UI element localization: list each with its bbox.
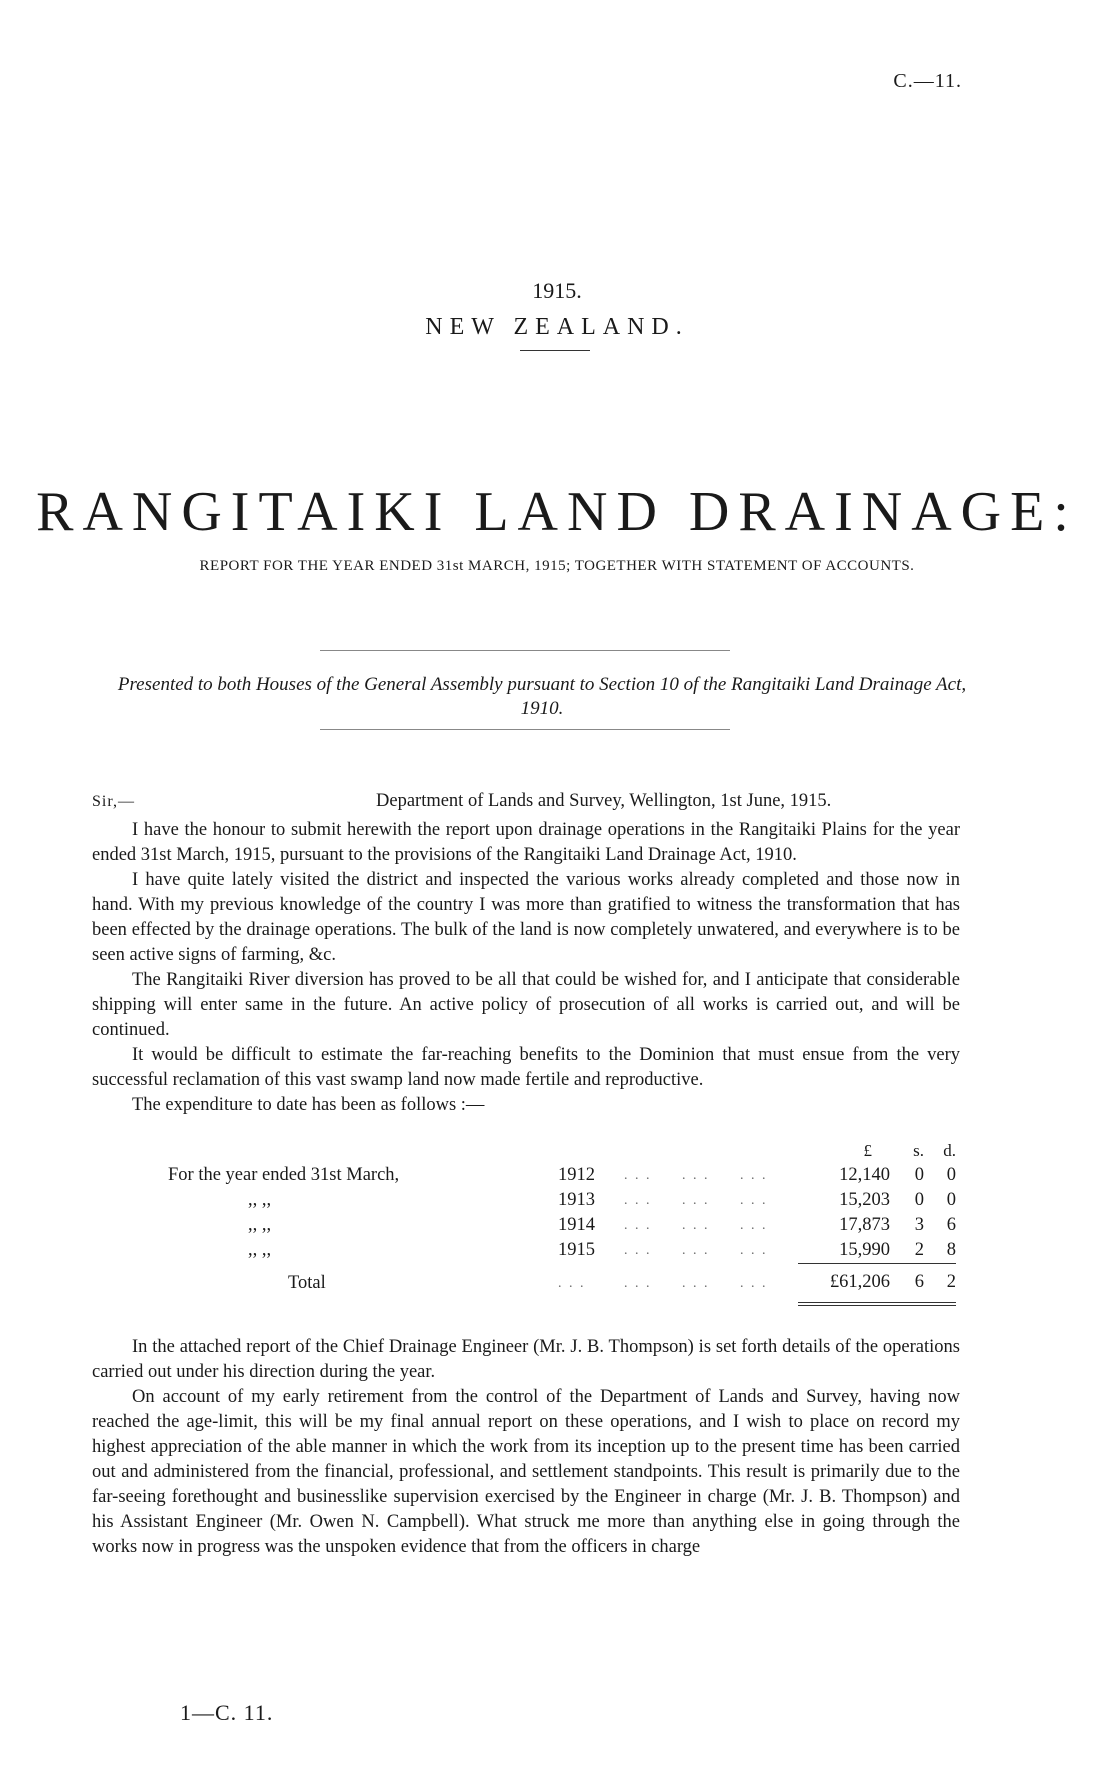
table-row: For the year ended 31st March, 1912 . . . . . . . . . 12,140 0 0 xyxy=(168,1165,956,1185)
divider-rule xyxy=(320,650,730,651)
report-title: RANGITAIKI LAND DRAINAGE: xyxy=(36,481,1078,543)
table-row: ,, ,, 1915 . . . . . . . . . 15,990 2 8 xyxy=(168,1238,956,1264)
letter-body-top xyxy=(92,818,960,1118)
report-subtitle: REPORT FOR THE YEAR ENDED 31st MARCH, 1915; TOGETHER WITH STATEMENT OF ACCOUNTS. xyxy=(199,558,915,574)
paragraph: I have quite lately visited the district and inspected the various works already completed and those now in hand. With my previous knowledge of the country I was more than gratified to witness the transformation that has been effected by the drainage operations. The bulk of the land is now completely unwatered, and everywhere is to be seen active signs of farming, &c. xyxy=(92,870,960,965)
paragraph: It would be difficult to estimate the far-reaching benefits to the Dominion that must ensue from the very successful reclamation of this vast swamp land now made fertile and reproductive. xyxy=(92,1045,960,1090)
page-footer: 1—C. 11. xyxy=(180,1700,274,1725)
paragraph: The Rangitaiki River diversion has proved to be all that could be wished for, and I anticipate that considerable shipping will enter same in the future. An active policy of prosecution of all works is carried out, and will be continued. xyxy=(92,970,960,1040)
shillings-header: s. xyxy=(913,1140,924,1160)
paragraph: In the attached report of the Chief Drainage Engineer (Mr. J. B. Thompson) is set forth details of the operations carried out under his direction during the year. xyxy=(92,1337,960,1382)
paragraph: I have the honour to submit herewith the report upon drainage operations in the Rangitaiki Plains for the year ended 31st March, 1915, pursuant to the provisions of the Rangitaiki Land Drainage Act, 1910. xyxy=(92,820,960,865)
dateline: Department of Lands and Survey, Wellington, 1st June, 1915. xyxy=(376,791,832,811)
paragraph: On account of my early retirement from the control of the Department of Lands and Survey, having now reached the age-limit, this will be my final annual report on these operations, and I wish to place on record my highest appreciation of the able manner in which the work from its inception up to the present time has been carried out and administered from the financial, professional, and settlement standpoints. This result is primarily due to the far-seeing forethought and businesslike supervision exercised by the Engineer in charge (Mr. J. B. Thompson) and his Assistant Engineer (Mr. Owen N. Campbell). What struck me more than anything else in going through the works now in progress was the unspoken evidence that from the officers in charge xyxy=(92,1387,960,1557)
total-label: Total xyxy=(288,1273,326,1293)
presentation-note: Presented to both Houses of the General Assembly pursuant to Section 10 of the Rangitaiki Land Drainage Act, 1910. xyxy=(117,674,967,719)
pence-header: d. xyxy=(943,1140,956,1160)
expenditure-table xyxy=(168,1138,956,1306)
letter-body-bottom xyxy=(92,1335,960,1560)
table-row: ,, ,, 1913 . . . . . . . . . 15,203 0 0 xyxy=(248,1190,956,1210)
salutation: Sir,— xyxy=(92,793,136,810)
total-pounds: £61,206 xyxy=(798,1264,890,1304)
table-row: ,, ,, 1914 . . . . . . . . . 17,873 3 6 xyxy=(248,1215,956,1235)
total-pence: 2 xyxy=(924,1264,956,1304)
document-reference: C.—11. xyxy=(893,70,962,92)
table-header-row xyxy=(168,1138,956,1163)
year-heading: 1915. xyxy=(532,278,582,303)
total-shillings: 6 xyxy=(890,1264,924,1304)
divider-rule xyxy=(520,350,590,351)
paragraph: The expenditure to date has been as follows :— xyxy=(132,1095,485,1115)
divider-rule xyxy=(320,729,730,730)
country-heading: NEW ZEALAND. xyxy=(425,314,689,340)
pounds-header: £ xyxy=(863,1140,872,1160)
table-total-row: Total . . . . . . . . . . . . £61,206 6 2 xyxy=(168,1264,956,1304)
